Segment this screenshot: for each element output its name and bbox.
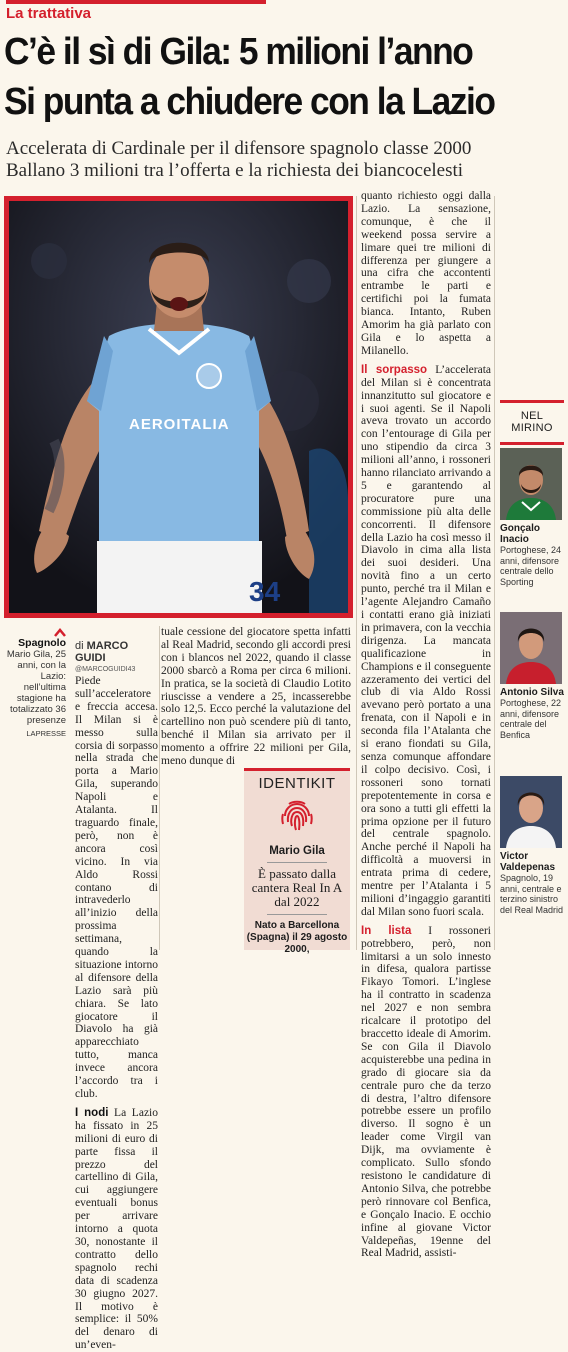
section-lead: Il sorpasso	[361, 363, 428, 376]
player-photo	[500, 448, 562, 520]
player-illustration	[9, 201, 348, 613]
section-kicker: La trattativa	[6, 0, 266, 22]
section-lead: In lista	[361, 924, 412, 937]
player-photo	[500, 776, 562, 848]
player-photo	[500, 612, 562, 684]
identikit-box	[244, 768, 350, 955]
headline-line-2: Si punta a chiudere con la Lazio	[4, 81, 495, 123]
player-card-silva	[500, 612, 564, 740]
player-description: Portoghese, 22 anni, difensore centrale del Benfica	[500, 698, 562, 740]
article-column-2	[75, 675, 158, 1352]
player-name: Gonçalo Inacio	[500, 523, 541, 545]
player-name: Victor Valdepenas	[500, 851, 556, 873]
article-paragraph: La Lazio ha fissato in 25 milioni di euro di parte fissa il prezzo del cartellino di Gila, cui aggiungere eventuali bonus per arrivare intorno a quota 30, nonostante il contratto dello spagnolo rechi data di scadenza 30 giugno 2027. Il motivo è semplice: il 50% del denaro di un’even-	[75, 1106, 158, 1352]
byline-prefix: di	[75, 640, 84, 652]
headline-line-1: C’è il sì di Gila: 5 milioni l’anno	[4, 31, 473, 73]
sidebar-title: NEL MIRINO	[500, 400, 564, 445]
player-name: Antonio Silva	[500, 687, 564, 698]
jersey-number: 34	[249, 576, 281, 607]
photo-caption	[4, 628, 66, 739]
caption-text: Mario Gila, 25 anni, con la Lazio: nell’ultima stagione ha totalizzato 36 presenze	[6, 649, 66, 726]
player-card-valdepenas	[500, 776, 564, 915]
subhead-line-1: Accelerata di Cardinale per il difensore spagnolo classe 2000	[6, 138, 472, 159]
jersey-sponsor: AEROITALIA	[129, 416, 230, 433]
article-paragraph: L’accelerata del Milan si è concentrata innanzitutto sul giocatore e i suoi agenti. Se il Napoli aveva trovato un accordo con l’entourage di Gila per uno stipendio da circa 3 milioni all’anno, i rossoneri hanno rilanciato arrivando a 5 e garantendo al procuratore pure una commissione più alta delle concorrenti. Il difensore della Lazio ha così messo il Diavolo in cima alla lista dei suoi desideri. Una novità fino a un certo punto, perché tra il Milan e l’agente Alejandro Camaño i contatti erano già iniziati in primavera, con la vecchia dirigenza. La mancata qualificazione in Champions e il conseguente azzeramento dei vertici del club di via Aldo Rossi avevano però portato a una frenata, con il Napoli e in seconda fila l’Atalanta che si erano fiondati su Gila, senza comunque affondare il colpo decisivo. Così, i rossoneri sono tornati prepotentemente in corsa e ora sono a tutti gli effetti la prima opzione per il futuro del centrale spagnolo. Anche perché il Napoli ha difficoltà a muoversi in entrata prima di cedere, mentre per l’Atalanta i 5 milioni d’ingaggio garantiti dal Milan sono fuori scala.	[361, 363, 491, 918]
article-paragraph: tuale cessione del giocatore spetta infatti al Real Madrid, secondo gli accordi presi con i blancos nel 2022, quando il classe 2000 sbarcò a Roma per circa 6 milioni. In pratica, se la società di Claudio Lotito riuscisse a vendere a 25, incasserebbe solo 12,5. Ecco perché la valutazione del cartellino non può scendere più di tanto, benché il Milan sia arrivato per il momento a offrire 22 milioni per Gila, meno dunque di	[161, 626, 351, 768]
author-name: MARCO GUIDI	[75, 640, 129, 664]
caption-title: Spagnolo	[18, 637, 66, 649]
sidebar-nel-mirino	[500, 400, 564, 453]
player-description: Spagnolo, 19 anni, centrale e terzino sinistro del Real Madrid	[500, 873, 564, 915]
player-description: Portoghese, 24 anni, difensore centrale dello Sporting	[500, 545, 562, 587]
article-paragraph: Piede sull’acceleratore e freccia accesa. Il Milan si è messo sulla corsia di sorpasso nella strada che porta a Mario Gila, superando Napoli e Atalanta. Il traguardo finale, però, non è ancora così vicino. In via Aldo Rossi contano di intravederlo all’inizio della prossima settimana, quando la situazione intorno al difensore della Lazio sarà più chiara. Se lato giocatore il Diavolo ha già apparecchiato tutto, manca invece ancora l’accordo tra i club.	[75, 675, 158, 1100]
article-paragraph: I rossoneri potrebbero, però, non limitarsi a un solo innesto in difesa, qualora partisse Fikayo Tomori. L’inglese ha il contratto in scadenza nel 2027 e non sembra ricalcare il prototipo del braccetto ideale di Amorim. Se con Gila il Diavolo acquisterebbe una pedina in grado di giocare sia da centrale puro che da terzo di destra, l’altro difensore potrebbe essere un profilo diverso. Il sogno è un leader come Virgil van Dijk, ma ovviamente è complicato. Sullo sfondo resistono le candidature di Antonio Silva, che potrebbe però rinnovare col Benfica, e Gonçalo Inacio. E occhio infine al giovane Victor Valdepeñas, 19enne del Real Madrid, assisti-	[361, 924, 491, 1260]
article-column-1	[361, 190, 491, 1260]
author-handle[interactable]: @MARCOGUIDI43	[75, 666, 136, 673]
player-card-inacio	[500, 448, 564, 587]
fingerprint-icon	[277, 796, 317, 836]
byline	[75, 640, 159, 673]
caption-credit: LAPRESSE	[26, 729, 66, 738]
identikit-footnote: Nato a Barcellona (Spagna) il 29 agosto 2000,	[246, 920, 348, 955]
identikit-name: Mario Gila	[269, 845, 325, 857]
article-column-3	[161, 626, 351, 768]
identikit-body: È passato dalla cantera Real In A dal 2022	[251, 866, 343, 909]
article-paragraph: quanto richiesto oggi dalla Lazio. La sensazione, comunque, è che il weekend possa servire a limare quei tre milioni di differenza per giungere a una cifra che accontenti entrambe le parti e certifichi poi la fumata bianca. Intanto, Ruben Amorim ha già parlato con Gila e lo aspetta a Milanello.	[361, 190, 491, 357]
main-photo	[4, 196, 353, 618]
subhead-line-2: Ballano 3 milioni tra l’offerta e la richiesta dei biancocelesti	[6, 160, 464, 181]
section-lead: I nodi	[75, 1106, 109, 1119]
identikit-title: IDENTIKIT	[258, 775, 336, 792]
